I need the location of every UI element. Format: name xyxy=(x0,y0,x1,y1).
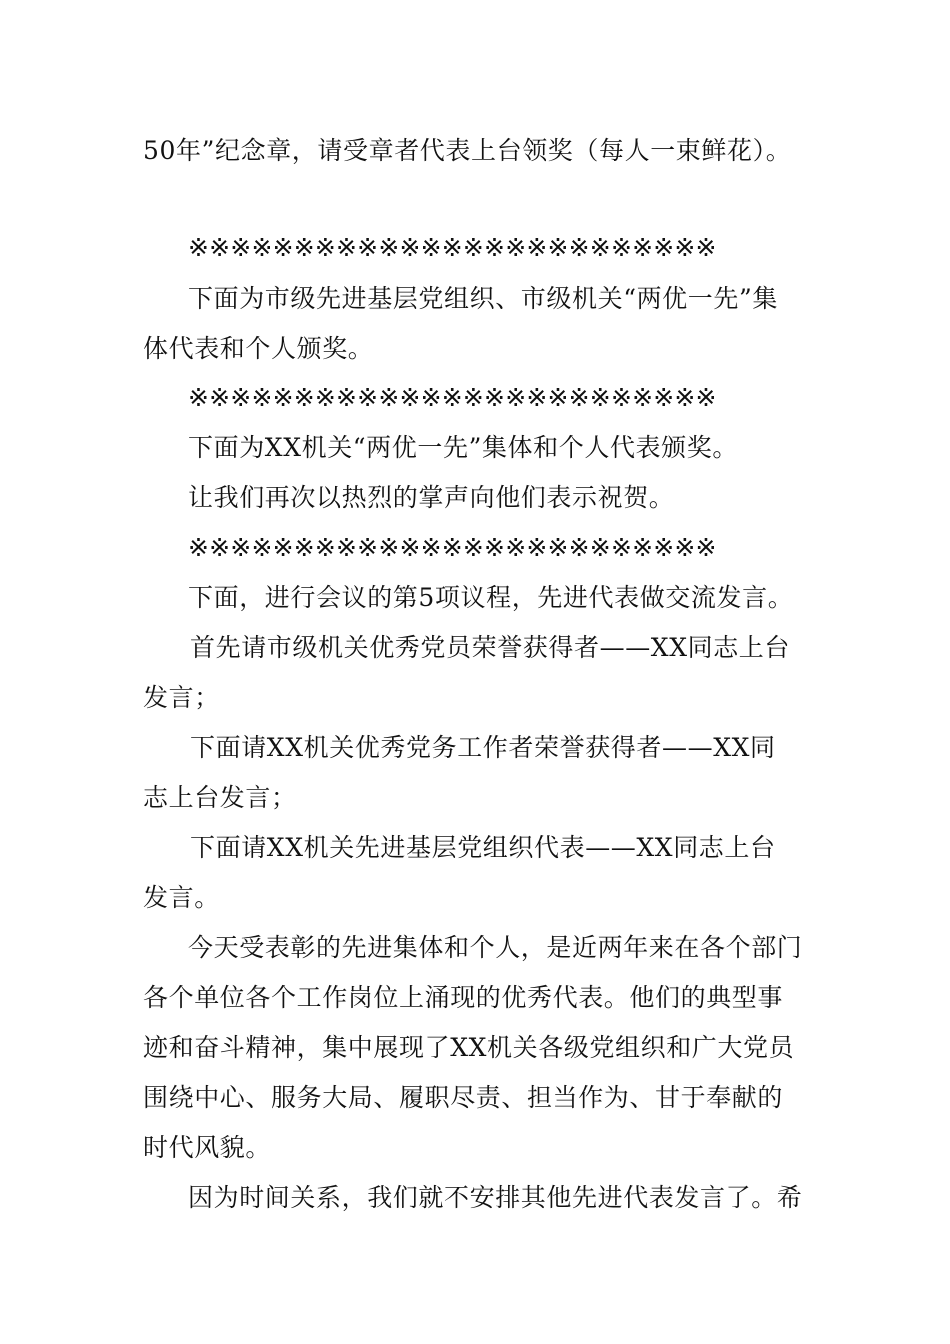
separator-line: ※※※※※※※※※※※※※※※※※※※※※※※※※ xyxy=(188,383,717,412)
text-line: 下面，进行会议的第5项议程，先进代表做交流发言。 xyxy=(188,583,794,612)
text-line: 今天受表彰的先进集体和个人，是近两年来在各个部门 xyxy=(188,933,803,962)
text-line: 下面请XX机关优秀党务工作者荣誉获得者——XX同 xyxy=(190,733,776,762)
separator-line: ※※※※※※※※※※※※※※※※※※※※※※※※※ xyxy=(188,233,717,262)
text-line: 发言。 xyxy=(143,883,220,912)
text-line: 首先请市级机关优秀党员荣誉获得者——XX同志上台 xyxy=(190,633,790,662)
text-line: 体代表和个人颁奖。 xyxy=(143,334,374,363)
text-line: 下面为市级先进基层党组织、市级机关“两优一先”集 xyxy=(188,284,778,313)
text-line: 各个单位各个工作岗位上涌现的优秀代表。他们的典型事 xyxy=(143,983,784,1012)
text-line: 让我们再次以热烈的掌声向他们表示祝贺。 xyxy=(188,483,675,512)
text-line: 发言； xyxy=(143,683,220,712)
text-line: 时代风貌。 xyxy=(143,1133,272,1162)
text-line: 下面为XX机关“两优一先”集体和个人代表颁奖。 xyxy=(188,433,738,462)
text-line: 迹和奋斗精神，集中展现了XX机关各级党组织和广大党员 xyxy=(143,1033,795,1062)
text-line: 因为时间关系，我们就不安排其他先进代表发言了。希 xyxy=(188,1183,803,1212)
text-line: 围绕中心、服务大局、履职尽责、担当作为、甘于奉献的 xyxy=(143,1083,784,1112)
separator-line: ※※※※※※※※※※※※※※※※※※※※※※※※※ xyxy=(188,533,717,562)
text-line: 志上台发言； xyxy=(143,783,297,812)
text-line: 50年”纪念章，请受章者代表上台领奖（每人一束鲜花）。 xyxy=(143,136,792,165)
text-line: 下面请XX机关先进基层党组织代表——XX同志上台 xyxy=(190,833,776,862)
